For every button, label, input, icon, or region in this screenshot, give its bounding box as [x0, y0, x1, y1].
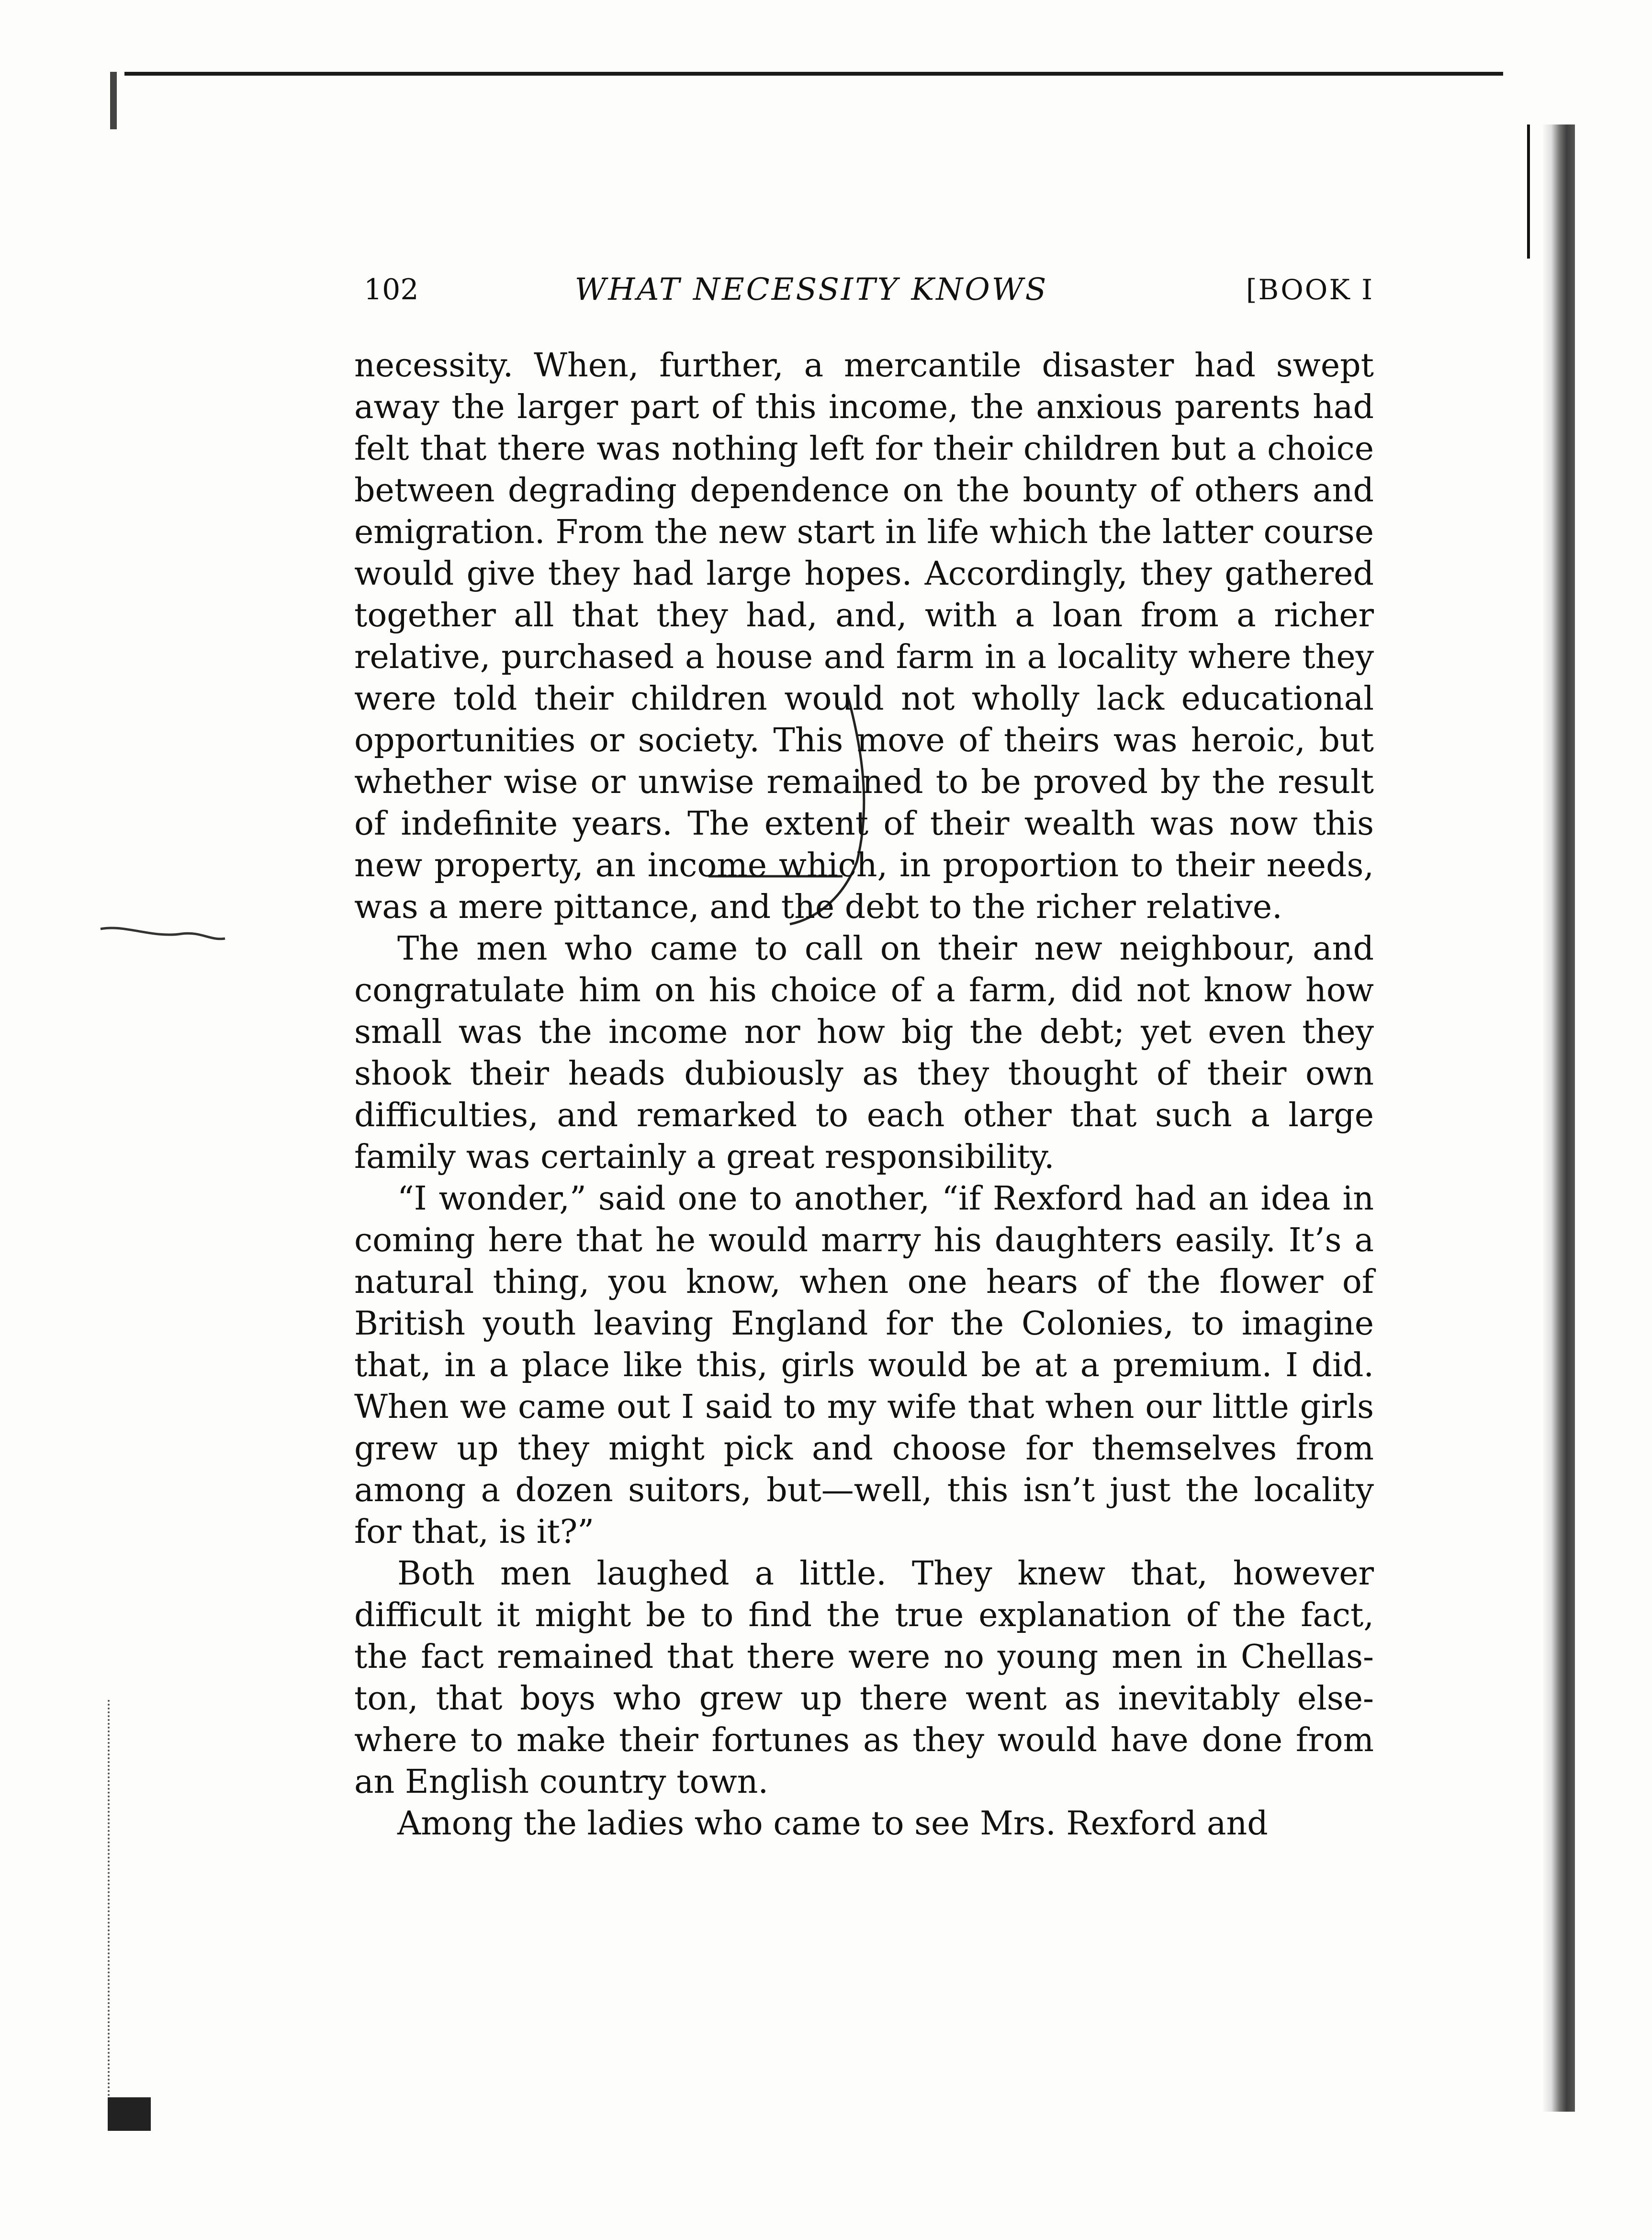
- page-number: 102: [364, 273, 419, 306]
- paragraph-2: The men who came to call on their new neighbour, and congratulate him on his choice of a farm, did not know how small was the income nor how big the debt; yet even they shook their heads dubiously as they thought of their own difficulties, and remarked to each other that such a large family was certainly a great responsibility.: [354, 930, 1374, 1176]
- binding-edge-shadow: [1541, 124, 1575, 2112]
- left-edge-blot: [108, 2097, 151, 2131]
- paragraph-5: Among the ladies who came to see Mrs. Rexford and: [397, 1805, 1268, 1843]
- left-edge-marks: [108, 1700, 119, 2131]
- paragraph-3: “I wonder,” said one to another, “if Rexford had an idea in coming here that he would marry his daughters easily. It’s a natural thing, you know, when one hears of the flower of British youth leaving England for the Colonies, to imagine that, in a place like this, girls would be at a premium. I did. When we came out I said to my wife that when our little girls grew up they might pick and choose for themselves from among a dozen suitors, but—well, this isn’t just the locality for that, is it?”: [354, 1180, 1374, 1551]
- binding-line: [1527, 124, 1530, 259]
- book-title-header: WHAT NECESSITY KNOWS: [574, 272, 1048, 307]
- paragraph-1: necessity. When, further, a mercantile disaster had swept away the larger part of this income, the anxious parents had felt that there was nothing left for their children but a choice between degrading dependence on the bounty of others and emigration. From the new start in life which the latter course would give they had large hopes. Accordingly, they gathered together all that they had, and, with a loan from a richer relative, purchased a house and farm in a locality where they were told their children would not wholly lack educational opportunities or society. This move of theirs was heroic, but whether wise or unwise remained to be proved by the result of indefinite years. The extent of their wealth was now this new property, an income which, in proportion to their needs, was a mere pittance, and the debt to the richer relative.: [354, 347, 1374, 926]
- body-text: [354, 345, 1374, 1844]
- paragraph-4: Both men laughed a little. They knew that, however difficult it might be to find the true explanation of the fact, the fact remained that there were no young men in Chellaston, that boys who grew up there went as inevitably elsewhere to make their fortunes as they would have done from an English country town.: [354, 1555, 1374, 1801]
- book-section-label: [BOOK I: [1246, 273, 1374, 306]
- left-margin-mark: [110, 72, 117, 129]
- top-rule-line: [124, 72, 1503, 76]
- running-head: [364, 268, 1374, 311]
